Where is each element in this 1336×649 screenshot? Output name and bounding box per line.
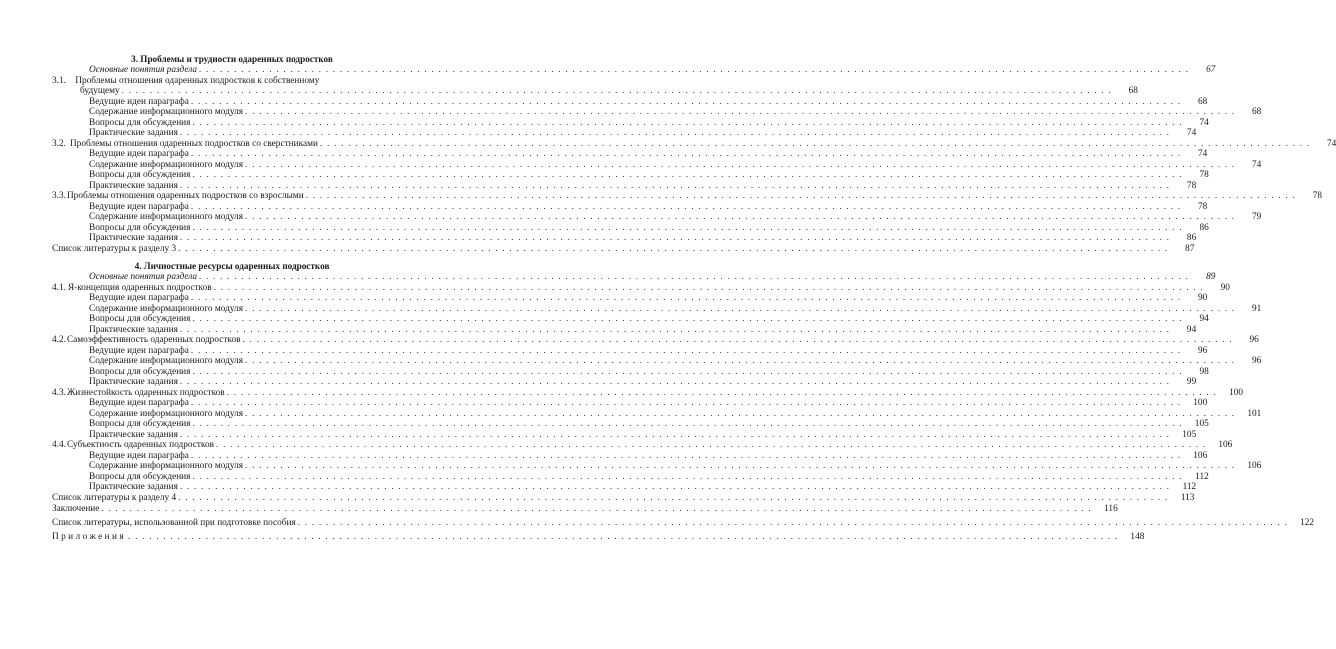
toc-page-number: 99 [1186,377,1197,387]
toc-subentry-label: Практические задания [89,180,178,191]
toc-page-number: 105 [1194,419,1209,429]
section-4-title: 4. Личностные ресурсы одаренных подростков [134,261,330,271]
toc-entry-number: 3.3. [52,191,66,201]
toc-entry [52,387,1244,399]
toc-entry [52,492,1195,504]
toc-page-number: 116 [1104,504,1118,514]
toc-entry [52,531,1145,545]
toc-page-number: 96 [1249,335,1259,345]
toc-entry-label: Основные понятия раздела [89,65,198,75]
toc-page-number: 87 [1185,243,1195,254]
dot-leader [212,283,1206,294]
toc-page-number: 89 [1206,272,1216,282]
toc-page-number: 94 [1199,314,1209,324]
toc-page-number: 100 [1193,398,1208,408]
section-gap [52,254,412,261]
toc-subentry-label: Вопросы для обсуждения [89,314,191,324]
toc-entry-number: 4.2. [52,335,66,345]
toc-subentry [52,180,1197,192]
dot-leader [190,367,1184,378]
toc-subentry-label: Содержание информационного модуля [89,303,244,314]
toc-entry [52,503,1118,517]
toc-page-number: 94 [1186,324,1197,335]
toc-page-number: 98 [1199,366,1209,377]
toc-subentry-label: Вопросы для обсуждения [89,419,191,429]
toc-subentry-label: Содержание информационного модуля [89,159,244,170]
toc-page-number: 100 [1229,387,1244,398]
toc-entry-number: 4.4. [52,440,66,450]
dot-leader [178,181,1172,192]
toc-entry-label: Основные понятия раздела [89,272,198,282]
toc-subentry [52,345,1208,357]
toc-subentry-label: Содержание информационного модуля [89,212,244,222]
toc-page-number: 90 [1220,282,1230,293]
dot-leader [189,202,1183,213]
dot-leader [243,409,1237,420]
toc-page-number: 96 [1197,345,1208,356]
toc-subentry [52,201,1208,213]
toc-page-number: 106 [1218,440,1233,450]
toc-entry [52,65,1216,76]
toc-subentry-label: Практические задания [89,233,178,243]
toc-entry-label: Проблемы отношения одаренных подростков со взрослыми [66,191,304,201]
toc-subentry [52,212,1262,223]
toc-subentry-label: Ведущие идеи параграфа [89,293,189,303]
toc-subentry-label: Ведущие идеи параграфа [89,201,189,212]
toc-page-number: 74 [1252,159,1262,170]
toc-entry-label: Список литературы, использованной при подготовке пособия [52,517,296,528]
dot-leader [178,430,1172,441]
toc-subentry [52,419,1209,430]
dot-leader [190,314,1184,325]
toc-subentry [52,429,1197,441]
toc-page-number: 112 [1195,471,1209,482]
toc-entry-number: 4.3. [52,387,66,398]
toc-entry-number: 3.1. [52,75,66,86]
toc-subentry-label: Ведущие идеи параграфа [89,96,189,107]
toc-page-number: 78 [1312,191,1322,201]
toc-subentry [52,314,1209,325]
toc-page-number: 106 [1247,461,1262,471]
dot-leader [304,191,1298,202]
dot-leader [189,97,1183,108]
dot-leader [197,65,1191,76]
toc-entry-label: Список литературы к разделу 4 [52,492,177,503]
toc-page-number: 90 [1197,293,1208,303]
toc-entry [52,76,412,87]
toc-page-number: 74 [1326,138,1336,149]
dot-leader [178,325,1172,336]
toc-subentry-label: Практические задания [89,482,178,492]
toc-entry-label: Заключение [52,504,100,514]
toc-entry [52,440,1233,451]
toc-subentry [52,303,1262,315]
toc-page-number: 113 [1180,492,1195,503]
toc-entry [52,272,1216,283]
toc-page-number: 86 [1186,233,1197,243]
dot-leader [190,223,1184,234]
toc-page-number: 148 [1130,531,1145,542]
toc-entry-label: Список литературы к разделу 3 [52,243,177,254]
toc-page-number: 105 [1182,429,1197,440]
dot-leader [190,170,1184,181]
dot-leader [190,419,1184,430]
table-of-contents [52,54,1336,544]
toc-entry [52,191,1322,202]
toc-subentry-label: Содержание информационного модуля [89,408,244,419]
toc-subentry-label: Практические задания [89,324,178,335]
dot-leader [197,272,1191,283]
toc-subentry-label: Содержание информационного модуля [89,107,244,117]
toc-entry-label: Жизнестойкость одаренных подростков [66,387,225,398]
toc-subentry-label: Ведущие идеи параграфа [89,345,189,356]
dot-leader [189,293,1183,304]
section-3-title: 3. Проблемы и трудности одаренных подростков [131,54,333,64]
dot-leader [190,118,1184,129]
toc-page-number: 122 [1300,517,1315,528]
dot-leader [243,461,1237,472]
dot-leader [243,212,1237,223]
toc-subentry [52,170,1209,181]
toc-subentry [52,482,1197,493]
dot-leader [214,440,1208,451]
toc-page-number: 106 [1193,450,1208,461]
toc-entry-label: Приложения [52,531,127,542]
toc-subentry-label: Ведущие идеи параграфа [89,149,189,159]
toc-subentry-label: Практические задания [89,128,178,138]
toc-subentry [52,324,1197,336]
toc-page-number: 74 [1199,117,1209,128]
toc-subentry [52,293,1208,304]
dot-leader [243,304,1237,315]
toc-page-number: 91 [1252,303,1262,314]
toc-page-number: 68 [1197,96,1208,107]
toc-page-number: 112 [1182,482,1197,492]
toc-subentry-label: Вопросы для обсуждения [89,222,191,233]
toc-subentry [52,149,1208,160]
toc-entry-label: будущему [80,86,120,96]
dot-leader [126,531,1120,545]
toc-subentry-label: Ведущие идеи параграфа [89,398,189,408]
dot-leader [189,149,1183,160]
dot-leader [176,244,1170,255]
toc-page-number: 68 [1128,86,1138,96]
dot-leader [178,233,1172,244]
toc-entry-label: Я-концепция одаренных подростков [67,282,212,293]
toc-entry [52,517,1315,531]
toc-page-number: 79 [1252,212,1262,222]
toc-entry [52,138,1336,150]
toc-subentry-label: Ведущие идеи параграфа [89,450,189,461]
dot-leader [178,377,1172,388]
toc-subentry [52,398,1208,409]
toc-subentry-label: Вопросы для обсуждения [89,170,191,180]
toc-subentry [52,408,1262,420]
dot-leader [240,335,1234,346]
dot-leader [243,356,1237,367]
toc-page-number: 68 [1252,107,1262,117]
toc-page-number: 74 [1197,149,1208,159]
toc-entry-number: 3.2. [52,138,66,149]
toc-entry-label: Проблемы отношения одаренных подростков со сверстниками [69,138,318,149]
toc-entry-label: Проблемы отношения одаренных подростков к собственному [75,75,320,86]
dot-leader [189,398,1183,409]
toc-subentry [52,450,1208,462]
toc-subentry [52,233,1197,244]
toc-page-number: 78 [1199,170,1209,180]
dot-leader [189,346,1183,357]
toc-page-number: 74 [1186,128,1197,138]
toc-subentry [52,366,1209,378]
toc-page-number: 78 [1186,180,1197,191]
toc-entry-number: 4.1. [52,282,66,293]
toc-subentry [52,117,1209,129]
toc-subentry [52,461,1262,472]
toc-entry-label: Самоэффективность одаренных подростков [66,335,241,345]
dot-leader [189,451,1183,462]
toc-subentry [52,159,1262,171]
toc-subentry [52,107,1262,118]
toc-subentry-label: Практические задания [89,377,178,387]
toc-subentry [52,356,1262,367]
toc-page-number: 67 [1206,65,1216,75]
toc-subentry [52,377,1197,388]
dot-leader [318,139,1312,150]
dot-leader [99,503,1093,517]
dot-leader [178,128,1172,139]
toc-subentry [52,96,1208,108]
toc-page-number: 86 [1199,222,1209,233]
toc-page-number: 78 [1197,201,1208,212]
toc-entry [52,335,1259,346]
dot-leader [296,517,1290,531]
toc-entry-continuation [52,86,1138,97]
toc-subentry-label: Вопросы для обсуждения [89,471,191,482]
toc-entry-label: Субъектность одаренных подростков [66,440,215,450]
toc-subentry-label: Содержание информационного модуля [89,461,244,471]
toc-page-number: 96 [1252,356,1262,366]
toc-subentry [52,471,1209,483]
toc-subentry [52,128,1197,139]
toc-page-number: 101 [1247,408,1262,419]
toc-subentry-label: Вопросы для обсуждения [89,366,191,377]
dot-leader [225,388,1219,399]
toc-subentry-label: Практические задания [89,429,178,440]
toc-entry [52,282,1230,294]
dot-leader [178,482,1172,493]
toc-subentry-label: Вопросы для обсуждения [89,117,191,128]
dot-leader [243,107,1237,118]
dot-leader [243,160,1237,171]
toc-subentry [52,222,1209,234]
toc-subentry-label: Содержание информационного модуля [89,356,244,366]
dot-leader [176,493,1170,504]
dot-leader [190,472,1184,483]
toc-entry [52,243,1195,255]
dot-leader [120,86,1114,97]
